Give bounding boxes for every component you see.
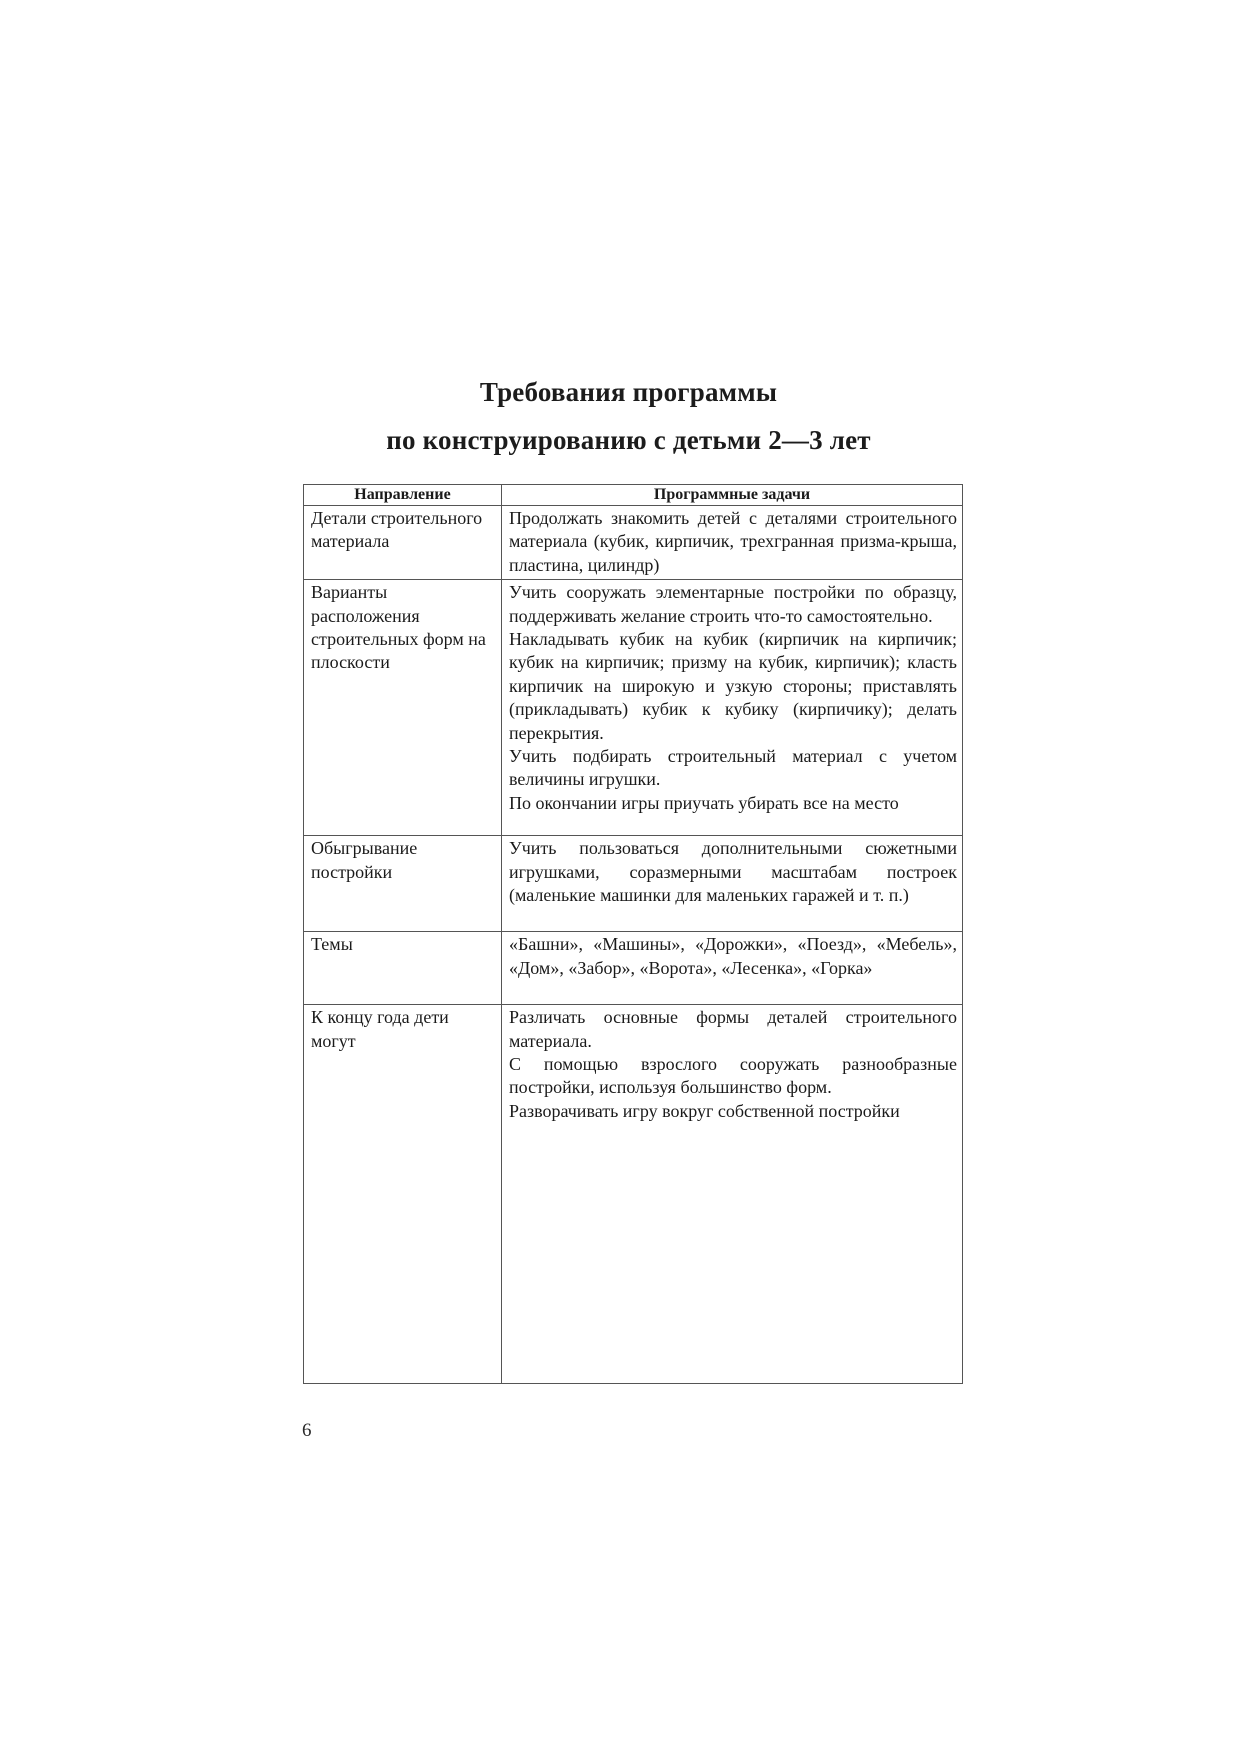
task-paragraph: Учить пользоваться дополнительными сюжетными игрушками, соразмерными масштабам построек (маленькие машинки для маленьких гаражей и т. п.): [509, 838, 957, 906]
page-number: 6: [302, 1420, 312, 1441]
table-row: [304, 580, 963, 836]
task-paragraph: Учить сооружать элементарные постройки по образцу, поддерживать желание строить что-то самостоятельно.: [509, 582, 957, 626]
tasks-cell: [502, 932, 963, 1005]
task-paragraph: Разворачивать игру вокруг собственной постройки: [509, 1100, 900, 1121]
table-header-row: [304, 485, 963, 506]
direction-cell: Варианты расположения строительных форм на плоскости: [304, 580, 502, 836]
task-paragraph: «Башни», «Машины», «Дорожки», «Поезд», «Мебель», «Дом», «Забор», «Ворота», «Лесенка», «Горка»: [509, 934, 957, 978]
page-subtitle: по конструированию с детьми 2—3 лет: [386, 425, 871, 455]
task-paragraph: Продолжать знакомить детей с деталями строительного материала (кубик, кирпичик, трехгранная призма-крыша, пластина, цилиндр): [509, 508, 957, 575]
table-row: [304, 836, 963, 932]
direction-cell: К концу года дети могут: [304, 1005, 502, 1384]
table-row: [304, 932, 963, 1005]
tasks-cell: [502, 580, 963, 836]
direction-cell: Темы: [304, 932, 502, 1005]
requirements-table: [303, 484, 963, 1384]
task-paragraph: Накладывать кубик на кубик (кирпичик на кирпичик; кубик на кирпичик; призму на кубик, кирпичик); класть кирпичик на широкую и узкую стороны; приставлять (прикладывать) кубик к кубику (кирпичику); делать перекрытия.: [509, 629, 957, 743]
table-row: [304, 1005, 963, 1384]
page-title: Требования программы: [479, 377, 778, 407]
task-paragraph: Учить подбирать строительный материал с учетом величины игрушки.: [509, 746, 957, 790]
tasks-cell: [502, 836, 963, 932]
task-paragraph: Различать основные формы деталей строительного материала.: [509, 1007, 957, 1051]
tasks-cell: [502, 1005, 963, 1384]
task-paragraph: По окончании игры приучать убирать все на место: [509, 792, 899, 813]
column-header-direction: Направление: [304, 485, 502, 506]
table-row: [304, 506, 963, 580]
direction-cell: Детали строительного материала: [304, 506, 502, 580]
tasks-cell: [502, 506, 963, 580]
direction-cell: Обыгрывание постройки: [304, 836, 502, 932]
column-header-tasks: Программные задачи: [502, 485, 963, 506]
task-paragraph: С помощью взрослого сооружать разнообразные постройки, используя большинство форм.: [509, 1054, 957, 1098]
